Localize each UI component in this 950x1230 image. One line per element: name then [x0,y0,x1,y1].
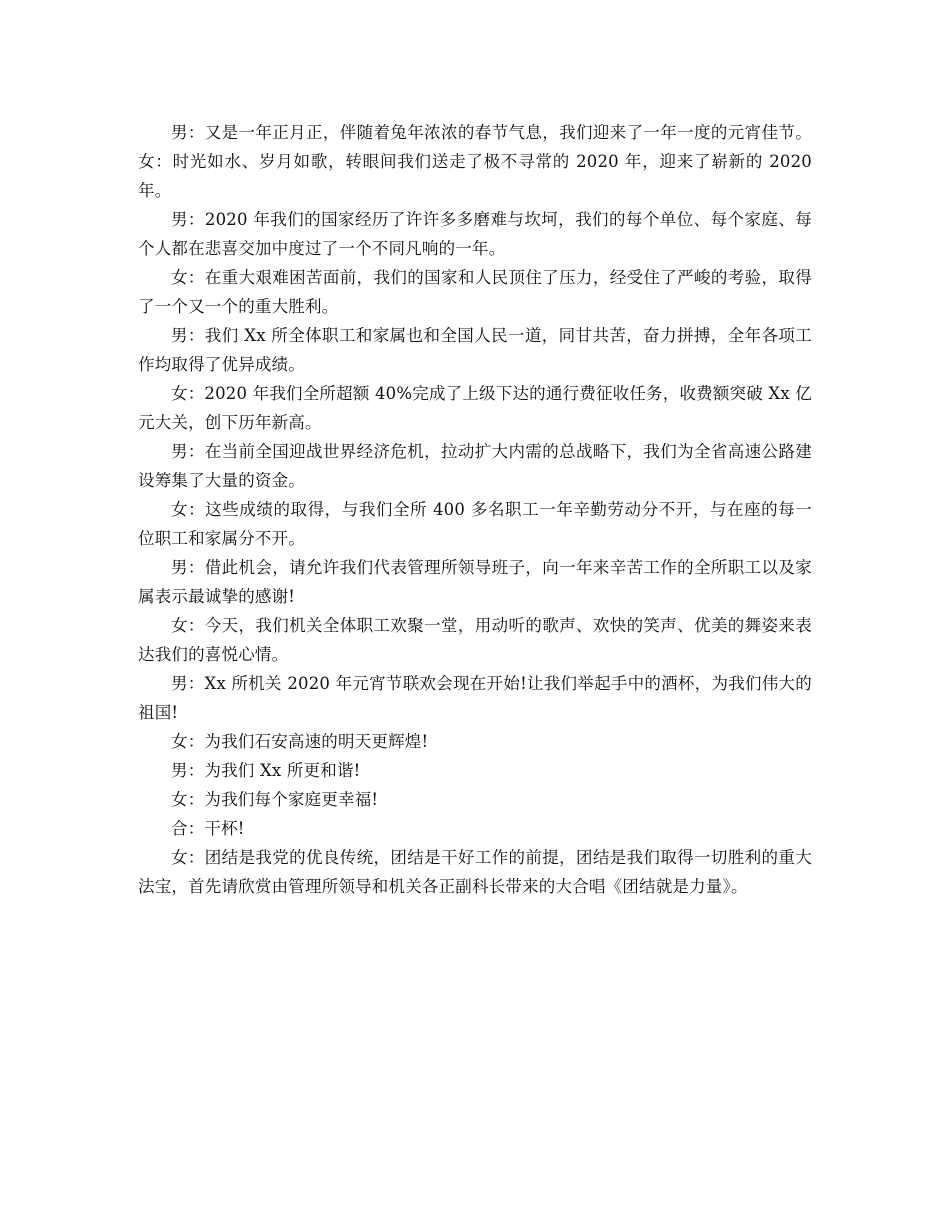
paragraph-3: 女：在重大艰难困苦面前，我们的国家和人民顶住了压力，经受住了严峻的考验，取得了一个又一个的重大胜利。 [138,268,812,316]
paragraph-4: 男：我们 Xx 所全体职工和家属也和全国人民一道，同甘共苦，奋力拼搏，全年各项工作均取得了优异成绩。 [138,326,812,374]
paragraph-2: 男：2020 年我们的国家经历了许许多多磨难与坎坷，我们的每个单位、每个家庭、每个人都在悲喜交加中度过了一个不同凡响的一年。 [138,210,812,258]
paragraph-13: 女：为我们每个家庭更幸福! [171,790,379,809]
paragraph-5: 女：2020 年我们全所超额 40%完成了上级下达的通行费征收任务，收费额突破 Xx 亿元大关，创下历年新高。 [138,384,812,432]
paragraph-12: 男：为我们 Xx 所更和谐! [171,761,361,780]
paragraph-10: 男：Xx 所机关 2020 年元宵节联欢会现在开始!让我们举起手中的酒杯，为我们伟大的祖国! [138,674,812,722]
paragraph-7: 女：这些成绩的取得，与我们全所 400 多名职工一年辛勤劳动分不开，与在座的每一位职工和家属分不开。 [138,500,812,548]
paragraph-11: 女：为我们石安高速的明天更辉煌! [171,732,429,751]
paragraph-14: 合：干杯! [171,819,245,838]
paragraph-1: 男：又是一年正月正，伴随着兔年浓浓的春节气息，我们迎来了一年一度的元宵佳节。 女：时光如水、岁月如歌，转眼间我们送走了极不寻常的 2020 年，迎来了崭新的 2020 年。 [138,123,812,200]
paragraph-9: 女：今天，我们机关全体职工欢聚一堂，用动听的歌声、欢快的笑声、优美的舞姿来表达我们的喜悦心情。 [138,616,812,664]
paragraph-6: 男：在当前全国迎战世界经济危机，拉动扩大内需的总战略下，我们为全省高速公路建设筹集了大量的资金。 [138,442,812,490]
paragraph-15: 女：团结是我党的优良传统，团结是干好工作的前提，团结是我们取得一切胜利的重大法宝，首先请欣赏由管理所领导和机关各正副科长带来的大合唱《团结就是力量》。 [138,848,812,896]
document-body [138,118,812,901]
paragraph-8: 男：借此机会，请允许我们代表管理所领导班子，向一年来辛苦工作的全所职工以及家属表示最诚挚的感谢! [138,558,812,606]
